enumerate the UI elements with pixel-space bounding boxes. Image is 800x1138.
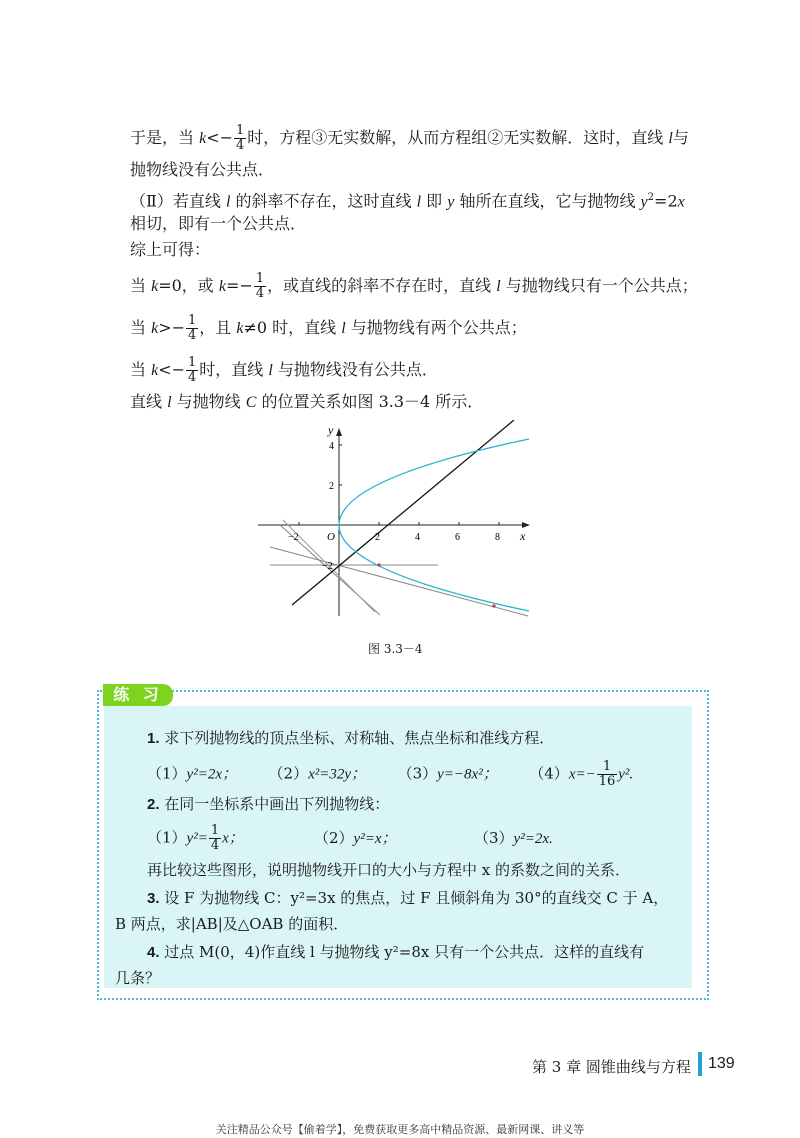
text-seg: 综上可得： [130,240,211,259]
text-seg: >− [158,318,186,337]
denominator: 4 [210,838,220,853]
text-seg: <− [206,128,234,147]
question-2 [147,794,389,815]
text-line-8 [130,356,438,385]
text-line-6 [130,272,698,301]
text-seg: ，或直线的斜率不存在时，直线 [267,276,497,295]
var: k [151,362,159,379]
x-tick-label: −2 [288,532,299,543]
part-label: （4） [529,764,569,783]
x-tick-label: 8 [495,532,500,543]
text-seg: ≠0 时，直线 [243,318,342,337]
var: C [245,394,257,411]
var: k [236,320,244,337]
text-seg: 的斜率不存在，这时直线 [230,191,417,211]
y-tick-label: 4 [329,441,334,452]
question-text: 求下列抛物线的顶点坐标、对称轴、焦点坐标和准线方程． [159,729,555,747]
fraction [234,124,246,153]
text-seg: （Ⅱ）若直线 [130,191,226,211]
fraction [186,356,198,385]
text-seg: 与抛物线有两个公共点； [345,318,527,337]
var: k [151,278,159,295]
part-math: y²=2x； [186,766,237,783]
numerator: 1 [188,355,197,370]
part-math: y²=x； [353,831,397,847]
text-seg: 与 [672,128,689,147]
text-seg: 轴所在直线，它与抛物线 [454,191,641,211]
chapter-title: 第 3 章 圆锥曲线与方程 [532,1058,691,1076]
text-seg: 抛物线没有公共点． [130,160,275,179]
question-text: B 两点，求|AB|及△OAB 的面积． [115,915,349,933]
part-label: （1） [147,828,187,847]
y-axis-label: y [328,423,334,437]
text-seg: ，且 [199,318,237,337]
y-tick-label: 2 [329,481,334,492]
var: l [416,193,422,211]
part-math: y²= [186,830,208,847]
text-seg: 与抛物线 [171,392,246,411]
text-seg: 即 [421,191,448,211]
part-math: y=−8x²； [437,766,498,783]
text-seg: =0，或 [158,276,219,295]
question-2-part-1 [147,824,244,853]
y-tick-label: −2 [322,561,333,572]
text-seg: 时，方程③无实数解，从而方程组②无实数解．这时，直线 [247,128,669,147]
denominator: 4 [188,370,197,385]
text-seg: 时，直线 [199,360,269,379]
question-3 [147,888,668,909]
var: l [268,362,273,379]
question-text: 设 F 为抛物线 C：y²=3x 的焦点，过 F 且倾斜角为 30°的直线交 C 于 A， [159,889,669,907]
text-line-1 [130,124,689,153]
intersection-point [492,604,495,607]
text-seg: <− [158,360,186,379]
part-label: （2） [314,829,354,847]
line-tangent-neg [270,547,528,616]
question-2-part-3 [474,828,553,849]
text-line-3 [130,188,685,212]
var: l [341,320,346,337]
line-black [292,420,514,605]
text-seg: =− [226,276,253,295]
page-number: 139 [708,1055,735,1072]
text-seg: 直线 [130,392,168,411]
var: l [167,394,172,411]
text-line-5 [130,240,210,260]
figure-caption: 图 3.3－4 [368,642,423,656]
question-text: 再比较这些图形，说明抛物线开口的大小与方程中 x 的系数之间的关系． [147,861,630,879]
var: l [225,193,231,211]
var: y [640,193,648,211]
var: l [668,130,673,147]
exp: 2 [647,192,655,203]
fraction [597,760,618,789]
denominator: 4 [236,138,245,153]
x-tick-label: 4 [415,532,420,543]
var: l [496,278,501,295]
numerator: 1 [210,823,220,838]
question-text: 几条？ [115,969,161,987]
question-number: 1. [147,730,160,747]
figure-parabola-lines [250,420,550,620]
part-label: （1） [147,764,187,783]
part-math: x²=32y； [308,766,367,783]
question-4 [147,942,644,963]
text-seg: 于是，当 [130,128,200,147]
text-seg: 与抛物线只有一个公共点； [500,276,698,295]
fraction [186,314,198,343]
question-text: 在同一坐标系中画出下列抛物线： [159,795,390,813]
question-4-cont [115,968,160,988]
x-axis-label: x [520,529,526,543]
denominator: 16 [598,774,616,789]
y-axis-arrow [336,428,342,436]
x-tick-label: 6 [455,532,460,543]
numerator: 1 [236,123,245,138]
footer-divider [698,1052,702,1076]
intersection-point [377,563,380,566]
part-math: y²=2x. [513,831,553,847]
var: k [151,320,159,337]
question-1 [147,728,554,749]
fraction [209,824,221,853]
text-line-2 [130,160,274,180]
x-axis-arrow [522,522,530,528]
part-math: x； [222,830,244,847]
var: x [677,193,685,211]
numerator: 1 [255,271,265,286]
question-number: 3. [147,890,160,907]
text-seg: =2 [654,191,678,211]
var: y [447,193,455,211]
footer-note: 关注精品公众号【偷着学】，免费获取更多高中精品资源、最新网课、讲义等 [215,1123,585,1136]
x-tick-label: 2 [375,532,380,543]
text-seg: 当 [130,360,152,379]
question-1-parts [147,760,633,789]
question-2-compare [147,860,630,880]
part-math: x=− [568,766,596,783]
denominator: 4 [255,286,265,301]
text-seg: 相切，即有一个公共点． [130,214,307,233]
part-label: （3） [397,764,438,783]
denominator: 4 [188,328,197,343]
text-seg: 与抛物线没有公共点． [272,360,438,379]
question-3-cont [115,914,348,934]
fraction [254,272,266,301]
text-seg: 当 [130,318,152,337]
text-line-9 [130,392,483,413]
exercise-box [97,685,709,1000]
text-seg: 当 [130,276,152,295]
part-math: y². [618,766,634,783]
exercise-tab: 练 习 [103,684,173,706]
question-number: 2. [147,796,160,813]
question-2-part-2 [314,828,396,849]
part-label: （3） [474,829,514,847]
text-seg: 的位置关系如图 3.3－4 所示． [256,392,484,411]
var: k [199,130,207,147]
numerator: 1 [188,313,197,328]
text-line-4 [130,214,306,234]
origin-label: O [327,531,335,543]
text-line-7 [130,314,527,343]
part-label: （2） [268,764,309,783]
var: k [218,278,226,295]
numerator: 1 [597,760,618,775]
question-number: 4. [147,944,160,961]
question-text: 过点 M(0，4)作直线 l 与抛物线 y²=8x 只有一个公共点．这样的直线有 [159,943,645,961]
